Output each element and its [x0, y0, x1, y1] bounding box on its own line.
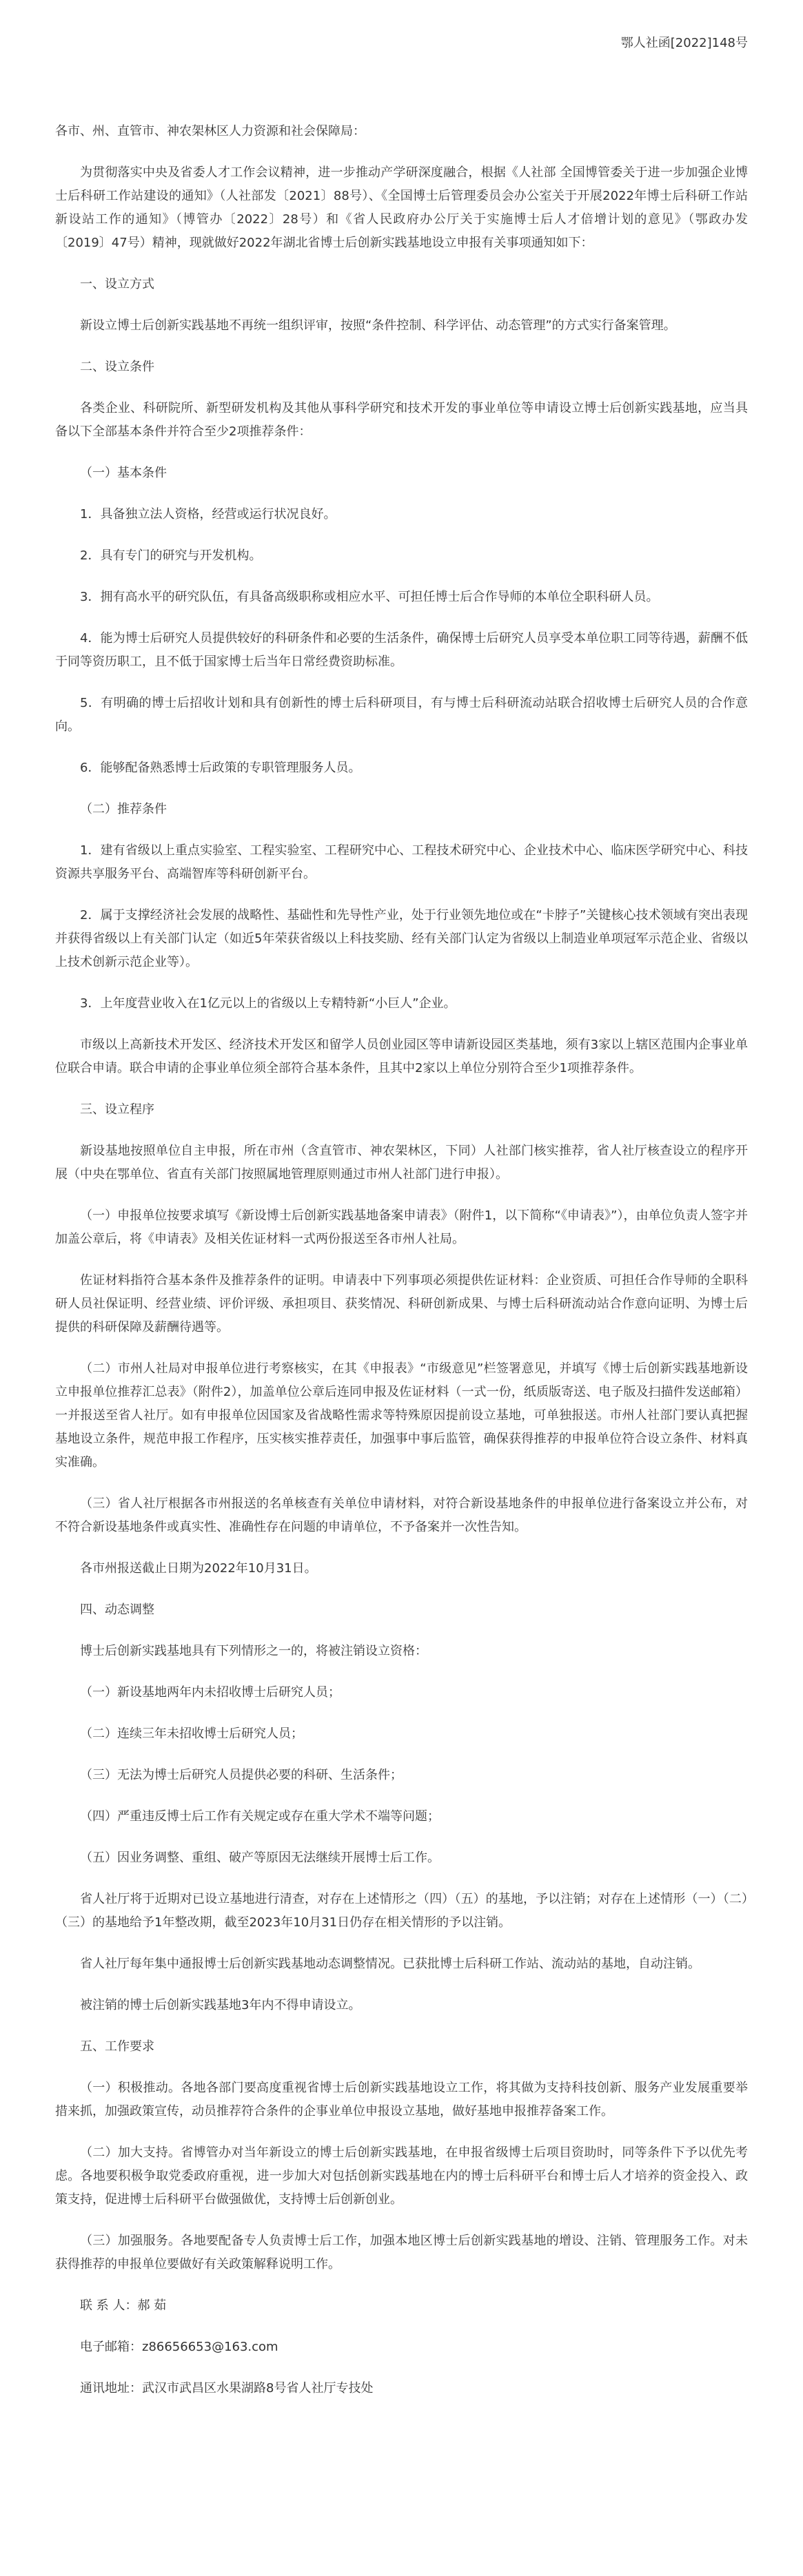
paragraph: （三）加强服务。各地要配备专人负责博士后工作，加强本地区博士后创新实践基地的增设、注销、管理服务工作。对未获得推荐的申报单位要做好有关政策解释说明工作。 — [55, 2234, 748, 2271]
salutation: 各市、州、直管市、神农架林区人力资源和社会保障局： — [55, 124, 365, 138]
deadline-paragraph: 各市州报送截止日期为2022年10月31日。 — [80, 1561, 317, 1576]
list-item: 6．能够配备熟悉博士后政策的专职管理服务人员。 — [80, 761, 361, 775]
section-5-heading: 五、工作要求 — [80, 2039, 154, 2054]
address-value: 武汉市武昌区水果湖路8号省人社厅专技处 — [142, 2381, 374, 2395]
contact-person-label: 联 系 人： — [80, 2298, 138, 2313]
paragraph: 佐证材料指符合基本条件及推荐条件的证明。申请表中下列事项必须提供佐证材料：企业资质、可担任合作导师的全职科研人员社保证明、经营业绩、评价评级、承担项目、获奖情况、科研创新成果、与博士后科研流动站合作意向证明、为博士后提供的科研保障及薪酬待遇等。 — [55, 1273, 748, 1335]
paragraph: （一）申报单位按要求填写《新设博士后创新实践基地备案申请表》（附件1，以下简称“《申请表》”），由单位负责人签字并加盖公章后，将《申请表》及相关佐证材料一式两份报送至各市州人社局。 — [55, 1208, 748, 1246]
paragraph: 省人社厅将于近期对已设立基地进行清查，对存在上述情形之（四）（五）的基地，予以注销；对存在上述情形（一）（二）（三）的基地给予1年整改期，截至2023年10月31日仍存在相关情形的予以注销。 — [55, 1892, 748, 1930]
list-item: 4．能为博士后研究人员提供较好的科研条件和必要的生活条件，确保博士后研究人员享受本单位职工同等待遇，薪酬不低于同等资历职工，且不低于国家博士后当年日常经费资助标准。 — [55, 631, 748, 669]
address-line — [55, 2377, 748, 2400]
list-item: 3．拥有高水平的研究队伍，有具备高级职称或相应水平、可担任博士后合作导师的本单位全职科研人员。 — [80, 590, 659, 604]
list-item: 1．建有省级以上重点实验室、工程实验室、工程研究中心、工程技术研究中心、企业技术中心、临床医学研究中心、科技资源共享服务平台、高端智库等科研创新平台。 — [55, 843, 748, 881]
list-item: 1．具备独立法人资格，经营或运行状况良好。 — [80, 507, 336, 522]
list-item: 2．具有专门的研究与开发机构。 — [80, 548, 262, 563]
section-3-heading: 三、设立程序 — [80, 1102, 154, 1117]
email-link[interactable]: z86656653@163.com — [142, 2340, 278, 2354]
paragraph: （三）省人社厅根据各市州报送的名单核查有关单位申请材料，对符合新设基地条件的申报单位进行备案设立并公布，对不符合新设基地条件或真实性、准确性存在问题的申请单位，不予备案并一次性告知。 — [55, 1496, 748, 1534]
subsection-heading: （二）推荐条件 — [80, 802, 167, 816]
list-item: （一）新设基地两年内未招收博士后研究人员； — [80, 1685, 340, 1700]
email-label: 电子邮箱： — [80, 2340, 142, 2354]
section-4-heading: 四、动态调整 — [80, 1603, 154, 1617]
contact-person-line — [55, 2294, 748, 2318]
paragraph: 新设立博士后创新实践基地不再统一组织评审，按照“条件控制、科学评估、动态管理”的方式实行备案管理。 — [80, 318, 676, 333]
list-item: （三）无法为博士后研究人员提供必要的科研、生活条件； — [80, 1768, 403, 1782]
document-number: 鄂人社函[2022]148号 — [620, 36, 748, 50]
paragraph: （一）积极推动。各地各部门要高度重视省博士后创新实践基地设立工作，将其做为支持科技创新、服务产业发展重要举措来抓，加强政策宣传，动员推荐符合条件的企事业单位申报设立基地，做好基地申报推荐备案工作。 — [55, 2081, 748, 2119]
list-item: （五）因业务调整、重组、破产等原因无法继续开展博士后工作。 — [80, 1851, 440, 1865]
paragraph: 省人社厅每年集中通报博士后创新实践基地动态调整情况。已获批博士后科研工作站、流动站的基地，自动注销。 — [80, 1957, 700, 1971]
address-label: 通讯地址： — [80, 2381, 142, 2395]
list-item: 3．上年度营业收入在1亿元以上的省级以上专精特新“小巨人”企业。 — [80, 996, 456, 1011]
list-item: （四）严重违反博士后工作有关规定或存在重大学术不端等问题； — [80, 1809, 440, 1824]
paragraph: 被注销的博士后创新实践基地3年内不得申请设立。 — [80, 1998, 361, 2012]
section-1-heading: 一、设立方式 — [80, 277, 154, 291]
section-2-heading: 二、设立条件 — [80, 360, 154, 374]
paragraph: （二）加大支持。省博管办对当年新设立的博士后创新实践基地，在申报省级博士后项目资助时，同等条件下予以优先考虑。各地要积极争取党委政府重视，进一步加大对包括创新实践基地在内的博士后科研平台和博士后人才培养的资金投入、政策支持，促进博士后科研平台做强做优，支持博士后创新创业。 — [55, 2145, 748, 2207]
list-item: 2．属于支撑经济社会发展的战略性、基础性和先导性产业，处于行业领先地位或在“卡脖子”关键核心技术领域有突出表现并获得省级以上有关部门认定（如近5年荣获省级以上科技奖励、经有关部门认定为省级以上制造业单项冠军示范企业、省级以上技术创新示范企业等）。 — [55, 908, 748, 969]
list-item: （二）连续三年未招收博士后研究人员； — [80, 1727, 303, 1741]
paragraph: （二）市州人社局对申报单位进行考察核实，在其《申报表》“市级意见”栏签署意见，并填写《博士后创新实践基地新设立申报单位推荐汇总表》（附件2），加盖单位公章后连同申报及佐证材料（一式一份，纸质版寄送、电子版及扫描件发送邮箱）一并报送至省人社厅。如有申报单位因国家及省战略性需求等特殊原因提前设立基地，可单独报送。市州人社部门要认真把握基地设立条件，规范申报工作程序，压实核实推荐责任，加强事中事后监管，确保获得推荐的申报单位符合设立条件、材料真实准确。 — [55, 1361, 748, 1470]
paragraph: 博士后创新实践基地具有下列情形之一的，将被注销设立资格： — [80, 1644, 427, 1658]
paragraph: 各类企业、科研院所、新型研发机构及其他从事科学研究和技术开发的事业单位等申请设立博士后创新实践基地，应当具备以下全部基本条件并符合至少2项推荐条件： — [55, 401, 748, 439]
list-item: 5．有明确的博士后招收计划和具有创新性的博士后科研项目，有与博士后科研流动站联合招收博士后研究人员的合作意向。 — [55, 696, 748, 734]
intro-paragraph: 为贯彻落实中央及省委人才工作会议精神，进一步推动产学研深度融合，根据《人社部 全国博管委关于进一步加强企业博士后科研工作站建设的通知》（人社部发〔2021〕88号）、《全国博士后管理委员会办公室关于开展2022年博士后科研工作站新设站工作的通知》（博管办〔2022〕28号）和《省人民政府办公厅关于实施博士后人才倍增计划的意见》（鄂政办发〔2019〕47号）精神，现就做好2022年湖北省博士后创新实践基地设立申报有关事项通知如下： — [55, 165, 748, 250]
paragraph: 市级以上高新技术开发区、经济技术开发区和留学人员创业园区等申请新设园区类基地，须有3家以上辖区范围内企事业单位联合申请。联合申请的企事业单位须全部符合基本条件，且其中2家以上单位分别符合至少1项推荐条件。 — [55, 1038, 748, 1075]
email-line — [55, 2336, 748, 2359]
paragraph: 新设基地按照单位自主申报，所在市州（含直管市、神农架林区，下同）人社部门核实推荐，省人社厅核查设立的程序开展（中央在鄂单位、省直有关部门按照属地管理原则通过市州人社部门进行申报）。 — [55, 1144, 748, 1182]
subsection-heading: （一）基本条件 — [80, 466, 167, 480]
contact-person-name: 郝 茹 — [137, 2298, 167, 2313]
